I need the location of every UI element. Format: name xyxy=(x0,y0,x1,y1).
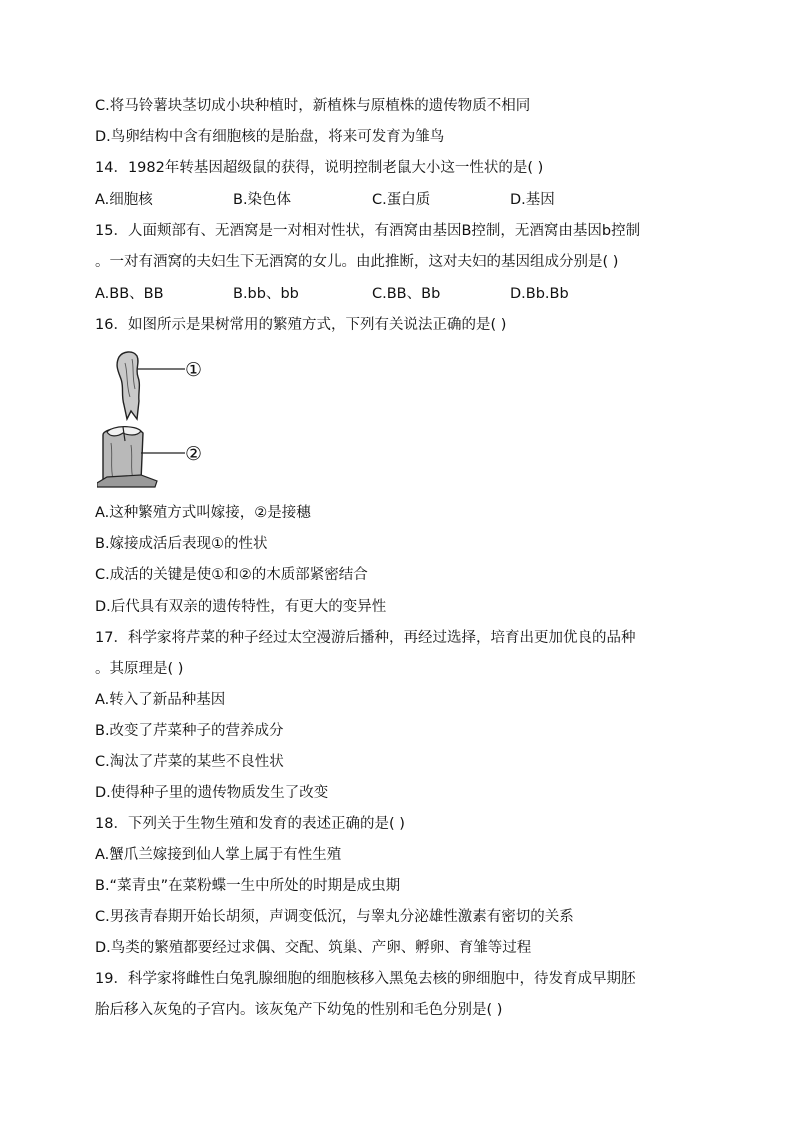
q15-option-c: C.BB、Bb xyxy=(372,286,441,302)
q17-option-a: A.转入了新品种基因 xyxy=(95,692,226,708)
q15-option-a: A.BB、BB xyxy=(95,286,164,302)
q14-options xyxy=(95,190,705,210)
q18-question: 18．下列关于生物生殖和发育的表述正确的是( ) xyxy=(95,816,405,832)
q16-option-d: D.后代具有双亲的遗传特性，有更大的变异性 xyxy=(95,599,387,615)
q15-option-b: B.bb、bb xyxy=(233,286,299,302)
q16-question: 16．如图所示是果树常用的繁殖方式，下列有关说法正确的是( ) xyxy=(95,317,507,333)
q15-question-line-1: 15．人面颊部有、无酒窝是一对相对性状，有酒窝由基因B控制，无酒窝由基因b控制 xyxy=(95,223,641,239)
q15-option-d: D.Bb.Bb xyxy=(510,286,569,302)
label-1: ① xyxy=(185,359,203,381)
q15-question-line-2: 。一对有酒窝的夫妇生下无酒窝的女儿。由此推断，这对夫妇的基因组成分别是( ) xyxy=(95,254,619,270)
q14-option-b: B.染色体 xyxy=(233,192,292,208)
q18-option-d: D.鸟类的繁殖都要经过求偶、交配、筑巢、产卵、孵卵、育雏等过程 xyxy=(95,940,532,956)
q17-option-d: D.使得种子里的遗传物质发生了改变 xyxy=(95,785,329,801)
q18-option-c: C.男孩青春期开始长胡须，声调变低沉，与睾丸分泌雄性激素有密切的关系 xyxy=(95,909,574,925)
q16-option-c: C.成活的关键是使①和②的木质部紧密结合 xyxy=(95,567,368,583)
q17-option-c: C.淘汰了芹菜的某些不良性状 xyxy=(95,754,284,770)
q19-question-line-2: 胎后移入灰兔的子宫内。该灰兔产下幼兔的性别和毛色分别是( ) xyxy=(95,1002,503,1018)
q14-question: 14．1982年转基因超级鼠的获得，说明控制老鼠大小这一性状的是( ) xyxy=(95,160,544,176)
q15-options xyxy=(95,284,705,304)
q18-option-b: B.“菜青虫”在菜粉蝶一生中所处的时期是成虫期 xyxy=(95,878,401,894)
q17-option-b: B.改变了芹菜种子的营养成分 xyxy=(95,723,284,739)
label-2: ② xyxy=(185,443,203,465)
scion-shape xyxy=(117,352,139,419)
q13-option-d: D.鸟卵结构中含有细胞核的是胎盘，将来可发育为雏鸟 xyxy=(95,129,445,145)
q16-option-a: A.这种繁殖方式叫嫁接，②是接穗 xyxy=(95,505,311,521)
q14-option-d: D.基因 xyxy=(510,192,555,208)
q19-question-line-1: 19．科学家将雌性白兔乳腺细胞的细胞核移入黑兔去核的卵细胞中，待发育成早期胚 xyxy=(95,971,636,987)
q16-option-b: B.嫁接成活后表现①的性状 xyxy=(95,536,268,552)
grafting-illustration xyxy=(97,347,237,493)
q13-option-c: C.将马铃薯块茎切成小块种植时，新植株与原植株的遗传物质不相同 xyxy=(95,98,531,114)
q17-question-line-1: 17．科学家将芹菜的种子经过太空漫游后播种，再经过选择，培育出更加优良的品种 xyxy=(95,630,636,646)
q14-option-c: C.蛋白质 xyxy=(372,192,431,208)
q14-option-a: A.细胞核 xyxy=(95,192,153,208)
q18-option-a: A.蟹爪兰嫁接到仙人掌上属于有性生殖 xyxy=(95,847,342,863)
grafting-figure xyxy=(97,347,237,493)
q17-question-line-2: 。其原理是( ) xyxy=(95,661,184,677)
